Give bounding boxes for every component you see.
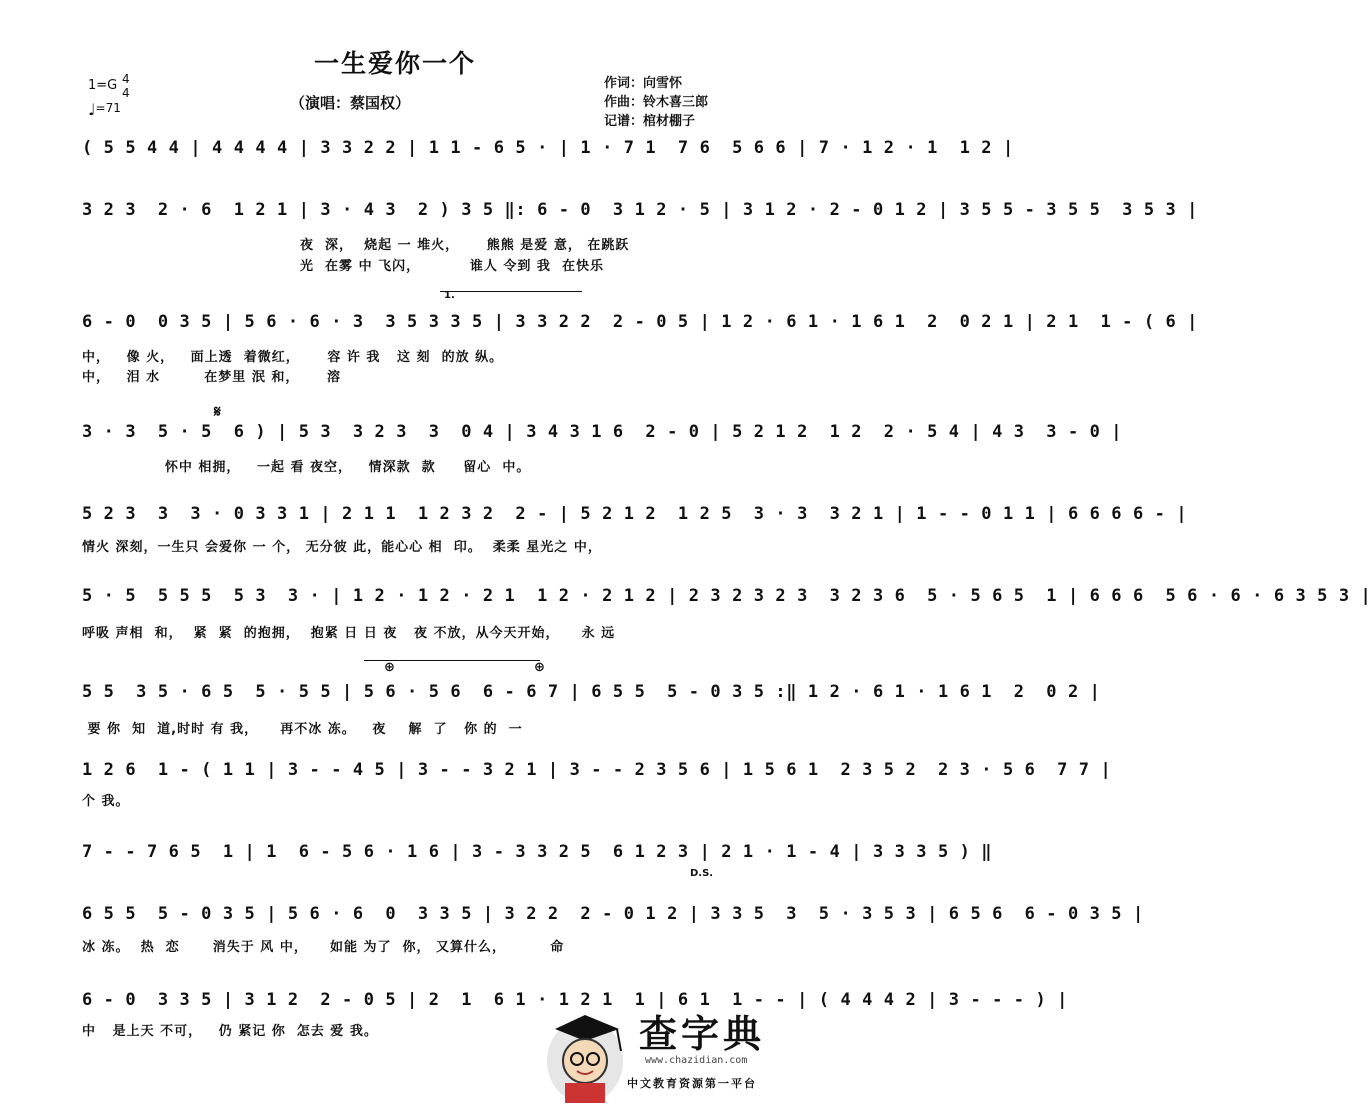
composer-credit: 作曲：铃木喜三郎 bbox=[604, 95, 709, 110]
lyric-verse-1: 呼吸 声相 和， 紧 紧 的抱拥， 抱紧 日 日 夜 夜 不放，从今天开始， 永 远 bbox=[82, 626, 616, 641]
credits-block bbox=[604, 74, 708, 131]
watermark-slogan: 中文教育资源第一平台 bbox=[627, 1077, 757, 1090]
notation-line: 3 · 3 5 · 5 6 ) | 5 3 3 2 3 3 0 4 | 3 4 3 1 6 2 - 0 | 5 2 1 2 1 2 2 · 5 4 | 4 3 3 - 0 | bbox=[82, 422, 1123, 442]
lyric-verse-2: 光 在雾 中 飞闪， 谁人 令到 我 在快乐 bbox=[300, 259, 604, 274]
key-signature: 1=G bbox=[88, 78, 118, 93]
song-title: 一生爱你一个 bbox=[313, 49, 476, 78]
dal-segno-mark: D.S. bbox=[690, 868, 714, 879]
notation-line: 6 5 5 5 - 0 3 5 | 5 6 · 6 0 3 3 5 | 3 2 2 2 - 0 1 2 | 3 3 5 3 5 · 3 5 3 | 6 5 6 6 - 0 3 5 | bbox=[82, 904, 1144, 924]
notation-line: 5 · 5 5 5 5 5 3 3 · | 1 2 · 1 2 · 2 1 1 2 · 2 1 2 | 2 3 2 3 2 3 3 2 3 6 5 · 5 6 5 1 | 6 6 6 5 6 · 6 · 6 3 5 3 | bbox=[82, 586, 1371, 606]
volta-bracket-line bbox=[440, 291, 582, 292]
volta-number: 1. bbox=[444, 290, 455, 301]
lyric-verse-1: 中， 像 火， 面上透 着微红， 容 许 我 这 刻 的放 纵。 bbox=[82, 350, 504, 365]
coda-sign: ⊕ bbox=[534, 660, 545, 675]
tempo-value: =71 bbox=[95, 101, 121, 115]
lyric-verse-1: 夜 深， 烧起 一 堆火， 熊熊 是爱 意， 在跳跃 bbox=[300, 238, 630, 253]
lyric-verse-1: 怀中 相拥， 一起 看 夜空， 情深款 款 留心 中。 bbox=[82, 460, 531, 475]
time-signature-top: 4 bbox=[122, 72, 130, 86]
time-signature bbox=[122, 72, 130, 100]
notation-line: 6 - 0 3 3 5 | 3 1 2 2 - 0 5 | 2 1 6 1 · 1 2 1 1 | 6 1 1 - - | ( 4 4 4 2 | 3 - - - ) | bbox=[82, 990, 1068, 1010]
lyric-verse-1: 要 你 知 道,时时 有 我， 再不冰 冻。 夜 解 了 你 的 一 bbox=[82, 722, 523, 737]
lyricist-credit: 作词：向雪怀 bbox=[604, 76, 683, 91]
mascot-icon bbox=[539, 999, 631, 1109]
notation-line: 6 - 0 0 3 5 | 5 6 · 6 · 3 3 5 3 3 5 | 3 3 2 2 2 - 0 5 | 1 2 · 6 1 · 1 6 1 2 0 2 1 | 2 1 1 - ( 6 | bbox=[82, 312, 1198, 332]
lyric-verse-1: 情火 深刻，一生只 会爱你 一 个， 无分彼 此，能心心 相 印。 柔柔 星光之 中， bbox=[82, 540, 602, 555]
singer-credit: （演唱：蔡国权） bbox=[290, 94, 411, 112]
notation-line: 5 5 3 5 · 6 5 5 · 5 5 | 5 6 · 5 6 6 - 6 7 | 6 5 5 5 - 0 3 5 :‖ 1 2 · 6 1 · 1 6 1 2 0 2 | bbox=[82, 682, 1101, 702]
notation-line: 3 2 3 2 · 6 1 2 1 | 3 · 4 3 2 ) 3 5 ‖: 6 - 0 3 1 2 · 5 | 3 1 2 · 2 - 0 1 2 | 3 5 5 - 3 5 5 3 5 3 | bbox=[82, 200, 1198, 220]
time-signature-bottom: 4 bbox=[122, 86, 130, 100]
notation-line: 1 2 6 1 - ( 1 1 | 3 - - 4 5 | 3 - - 3 2 1 | 3 - - 2 3 5 6 | 1 5 6 1 2 3 5 2 2 3 · 5 6 7 7 | bbox=[82, 760, 1112, 780]
watermark-url: www.chazidian.com bbox=[645, 1055, 748, 1066]
tempo-marking bbox=[88, 100, 121, 119]
lyric-verse-1: 冰 冻。 热 恋 消失于 风 中， 如能 为了 你， 又算什么， 命 bbox=[82, 940, 565, 955]
transcriber-credit: 记谱：棺材棚子 bbox=[604, 114, 696, 129]
watermark-logo bbox=[535, 995, 785, 1113]
segno-sign: 𝄋 bbox=[214, 402, 221, 421]
lyric-verse-1: 中 是上天 不可， 仍 紧记 你 怎去 爱 我。 bbox=[82, 1024, 378, 1039]
notation-line: 7 - - 7 6 5 1 | 1 6 - 5 6 · 1 6 | 3 - 3 3 2 5 6 1 2 3 | 2 1 · 1 - 4 | 3 3 3 5 ) ‖ bbox=[82, 842, 993, 862]
watermark-brand: 查字典 bbox=[639, 1012, 766, 1056]
coda-sign: ⊕ bbox=[384, 660, 395, 675]
notation-line: 5 2 3 3 3 · 0 3 3 1 | 2 1 1 1 2 3 2 2 - | 5 2 1 2 1 2 5 3 · 3 3 2 1 | 1 - - 0 1 1 | 6 6 6 6 - | bbox=[82, 504, 1188, 524]
lyric-verse-2: 中， 泪 水 在梦里 泯 和， 溶 bbox=[82, 370, 341, 385]
quarter-note-icon: ♩ bbox=[88, 100, 96, 119]
notation-line: ( 5 5 4 4 | 4 4 4 4 | 3 3 2 2 | 1 1 - 6 5 · | 1 · 7 1 7 6 5 6 6 | 7 · 1 2 · 1 1 2 | bbox=[82, 138, 1014, 158]
lyric-verse-1: 个 我。 bbox=[82, 794, 130, 809]
